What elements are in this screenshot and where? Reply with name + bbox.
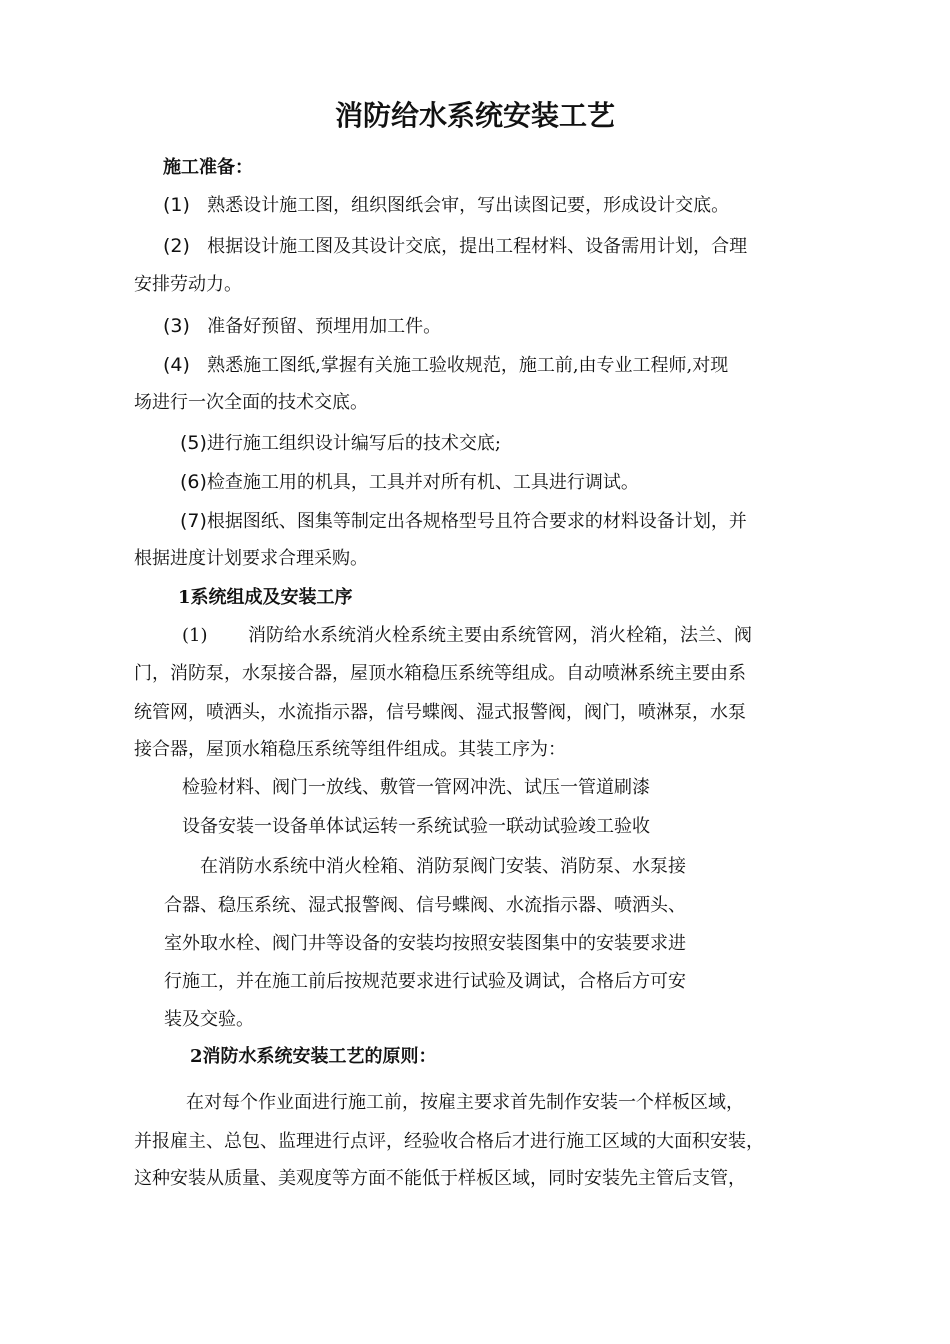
prep-item-2-continuation: 安排劳动力。 — [134, 274, 242, 295]
prep-item-2-text: 根据设计施工图及其设计交底，提出工程材料、设备需用计划，合理 — [207, 236, 748, 257]
prep-item-6 — [180, 469, 639, 496]
section-1-para-line-5: 装及交验。 — [164, 1009, 254, 1030]
section-1-line-1: 消防给水系统消火栓系统主要由系统管网，消火栓箱，法兰、阀 — [248, 625, 752, 646]
section-1-line-3: 统管网，喷洒头，水流指示器，信号蝶阀、湿式报警阀，阀门，喷淋泵，水泵 — [134, 702, 746, 723]
section-1-para-line-2: 合器、稳压系统、湿式报警阀、信号蝶阀、水流指示器、喷洒头、 — [164, 895, 686, 916]
prep-item-4-text: 熟悉施工图纸,掌握有关施工验收规范，施工前,由专业工程师,对现 — [207, 355, 729, 376]
section-2-line-1: 在对每个作业面进行施工前，按雇主要求首先制作安装一个样板区域， — [186, 1092, 744, 1113]
prep-item-6-text: 检查施工用的机具，工具并对所有机、工具进行调试。 — [206, 472, 639, 493]
prep-item-3-number: (3) — [163, 315, 190, 337]
prep-item-7-number: (7) — [180, 510, 207, 532]
prep-heading: 施工准备： — [163, 157, 253, 178]
section-2-line-3: 这种安装从质量、美观度等方面不能低于样板区域，同时安装先主管后支管， — [134, 1168, 746, 1189]
section-1-line-4: 接合器，屋顶水箱稳压系统等组件组成。其装工序为： — [134, 739, 566, 760]
process-flow-2: 设备安装一设备单体试运转一系统试验一联动试验竣工验收 — [182, 816, 650, 837]
section-1-line-2: 门，消防泵，水泵接合器，屋顶水箱稳压系统等组成。自动喷淋系统主要由系 — [134, 663, 746, 684]
document-title: 消防给水系统安装工艺 — [334, 99, 615, 132]
prep-item-3-text: 准备好预留、预埋用加工件。 — [207, 316, 442, 337]
prep-item-7-continuation: 根据进度计划要求合理采购。 — [134, 548, 368, 569]
prep-item-7 — [180, 508, 747, 535]
prep-item-1 — [163, 192, 729, 219]
prep-item-5-number: (5) — [180, 432, 207, 454]
section-1-para-line-3: 室外取水栓、阀门井等设备的安装均按照安装图集中的安装要求进 — [164, 933, 686, 954]
prep-item-2 — [163, 233, 747, 260]
prep-item-1-number: (1) — [163, 194, 190, 216]
prep-item-4-continuation: 场进行一次全面的技术交底。 — [134, 392, 368, 413]
section-2-heading: 2消防水系统安装工艺的原则： — [190, 1046, 437, 1067]
prep-item-6-number: (6) — [180, 471, 207, 493]
section-1-item-number: (1) — [182, 625, 208, 646]
prep-item-7-text: 根据图纸、图集等制定出各规格型号且符合要求的材料设备计划，并 — [206, 511, 747, 532]
prep-item-5-text: 进行施工组织设计编写后的技术交底; — [206, 433, 501, 454]
prep-item-1-text: 熟悉设计施工图，组织图纸会审，写出读图记要，形成设计交底。 — [207, 195, 730, 216]
prep-item-3 — [163, 313, 441, 340]
prep-item-4-number: (4) — [163, 354, 190, 376]
section-1-para-line-4: 行施工，并在施工前后按规范要求进行试验及调试，合格后方可安 — [164, 971, 686, 992]
section-1-para-line-1: 在消防水系统中消火栓箱、消防泵阀门安装、消防泵、水泵接 — [200, 856, 686, 877]
section-1-heading: 1系统组成及安装工序 — [178, 587, 353, 608]
prep-item-4 — [163, 352, 728, 379]
section-2-line-2: 并报雇主、总包、监理进行点评，经验收合格后才进行施工区域的大面积安装， — [134, 1131, 764, 1152]
prep-item-2-number: (2) — [163, 235, 190, 257]
prep-item-5 — [180, 430, 501, 457]
process-flow-1: 检验材料、阀门一放线、敷管一管网冲洗、试压一管道刷漆 — [182, 777, 650, 798]
